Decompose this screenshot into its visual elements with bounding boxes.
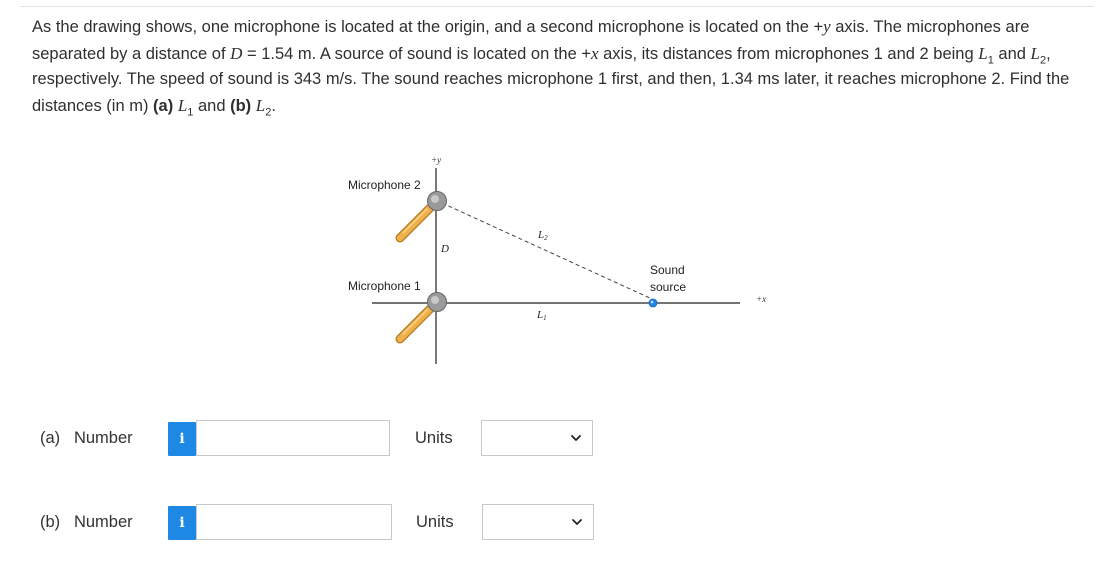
subscript: 1 [987, 53, 994, 66]
answer-label-b [40, 513, 133, 532]
subscript: 1 [187, 105, 194, 118]
question-text-segment: and [993, 44, 1031, 63]
x-axis-label: +x [756, 294, 767, 304]
number-input-b[interactable] [196, 504, 392, 540]
units-select-b[interactable] [482, 504, 594, 540]
microphone-diagram [330, 140, 790, 380]
microphone-handle [400, 208, 430, 238]
part-a-marker: (a) [153, 96, 174, 115]
top-divider [20, 6, 1094, 7]
microphone-handle-highlight [403, 209, 427, 233]
variable-x: x [590, 43, 599, 63]
l2-dashed-line [442, 203, 652, 299]
chevron-down-icon [571, 516, 583, 528]
l1-label-subscript: 1 [543, 314, 547, 322]
sound-source-label-line1: Sound [650, 263, 685, 277]
microphone-1-label: Microphone 1 [348, 279, 421, 293]
sound-source-dot-highlight [651, 301, 654, 304]
microphone-1-icon [400, 293, 447, 340]
question-text-segment: = 1.54 m. A source of sound is located on the + [242, 44, 591, 63]
microphone-head-highlight [431, 296, 439, 304]
microphone-head-highlight [431, 195, 439, 203]
units-label-a: Units [415, 429, 453, 447]
answer-row-a [0, 420, 1114, 458]
question-text-segment: , respectively. The speed of sound is 343 m/s. The sound reaches microphone 1 first, and then, 1.34 ms later, it reaches microphone 2. Find the distances (in m) [32, 44, 1070, 115]
units-label-b: Units [416, 513, 454, 531]
subscript: 2 [1040, 53, 1047, 66]
answer-row-b [0, 504, 1114, 542]
variable-d: D [230, 43, 243, 63]
question-text-segment: . [271, 96, 276, 115]
y-axis-label: +y [431, 155, 442, 165]
distance-d-label: D [441, 243, 449, 255]
l2-label [537, 229, 548, 242]
info-icon[interactable]: i [168, 506, 196, 540]
part-b-marker: (b) [230, 96, 252, 115]
microphone-handle [400, 309, 430, 339]
subscript: 2 [265, 105, 272, 118]
question-text [32, 14, 1092, 119]
sound-source-label-line2: source [650, 280, 687, 294]
variable-l: L [255, 95, 266, 115]
microphone-2-label: Microphone 2 [348, 178, 421, 192]
l2-label-base: L [538, 229, 545, 241]
l1-label [536, 309, 547, 322]
sound-source-dot [649, 299, 657, 307]
answer-label-a [40, 429, 133, 448]
question-text-segment: and [193, 96, 231, 115]
microphone-2-icon [400, 192, 447, 239]
info-icon[interactable]: i [168, 422, 196, 456]
variable-l: L [177, 95, 188, 115]
variable-l: L [1030, 43, 1040, 63]
part-label: (b) [40, 513, 61, 531]
l1-label-base: L [537, 309, 544, 321]
part-label: (a) [40, 429, 61, 447]
number-input-a[interactable] [196, 420, 390, 456]
field-label: Number [73, 429, 133, 447]
question-text-segment: axis. The microphones are separated by a distance of [32, 18, 1030, 63]
variable-y: y [823, 17, 831, 36]
variable-l: L [978, 43, 988, 63]
units-select-a[interactable] [481, 420, 593, 456]
question-text-segment: As the drawing shows, one microphone is located at the origin, and a second microphone is located on the + [32, 18, 824, 36]
field-label: Number [73, 513, 133, 531]
microphone-handle-highlight [403, 310, 427, 334]
l2-label-subscript: 2 [544, 234, 548, 242]
chevron-down-icon [570, 432, 582, 444]
question-text-segment: axis, its distances from microphones 1 and 2 being [598, 44, 979, 63]
